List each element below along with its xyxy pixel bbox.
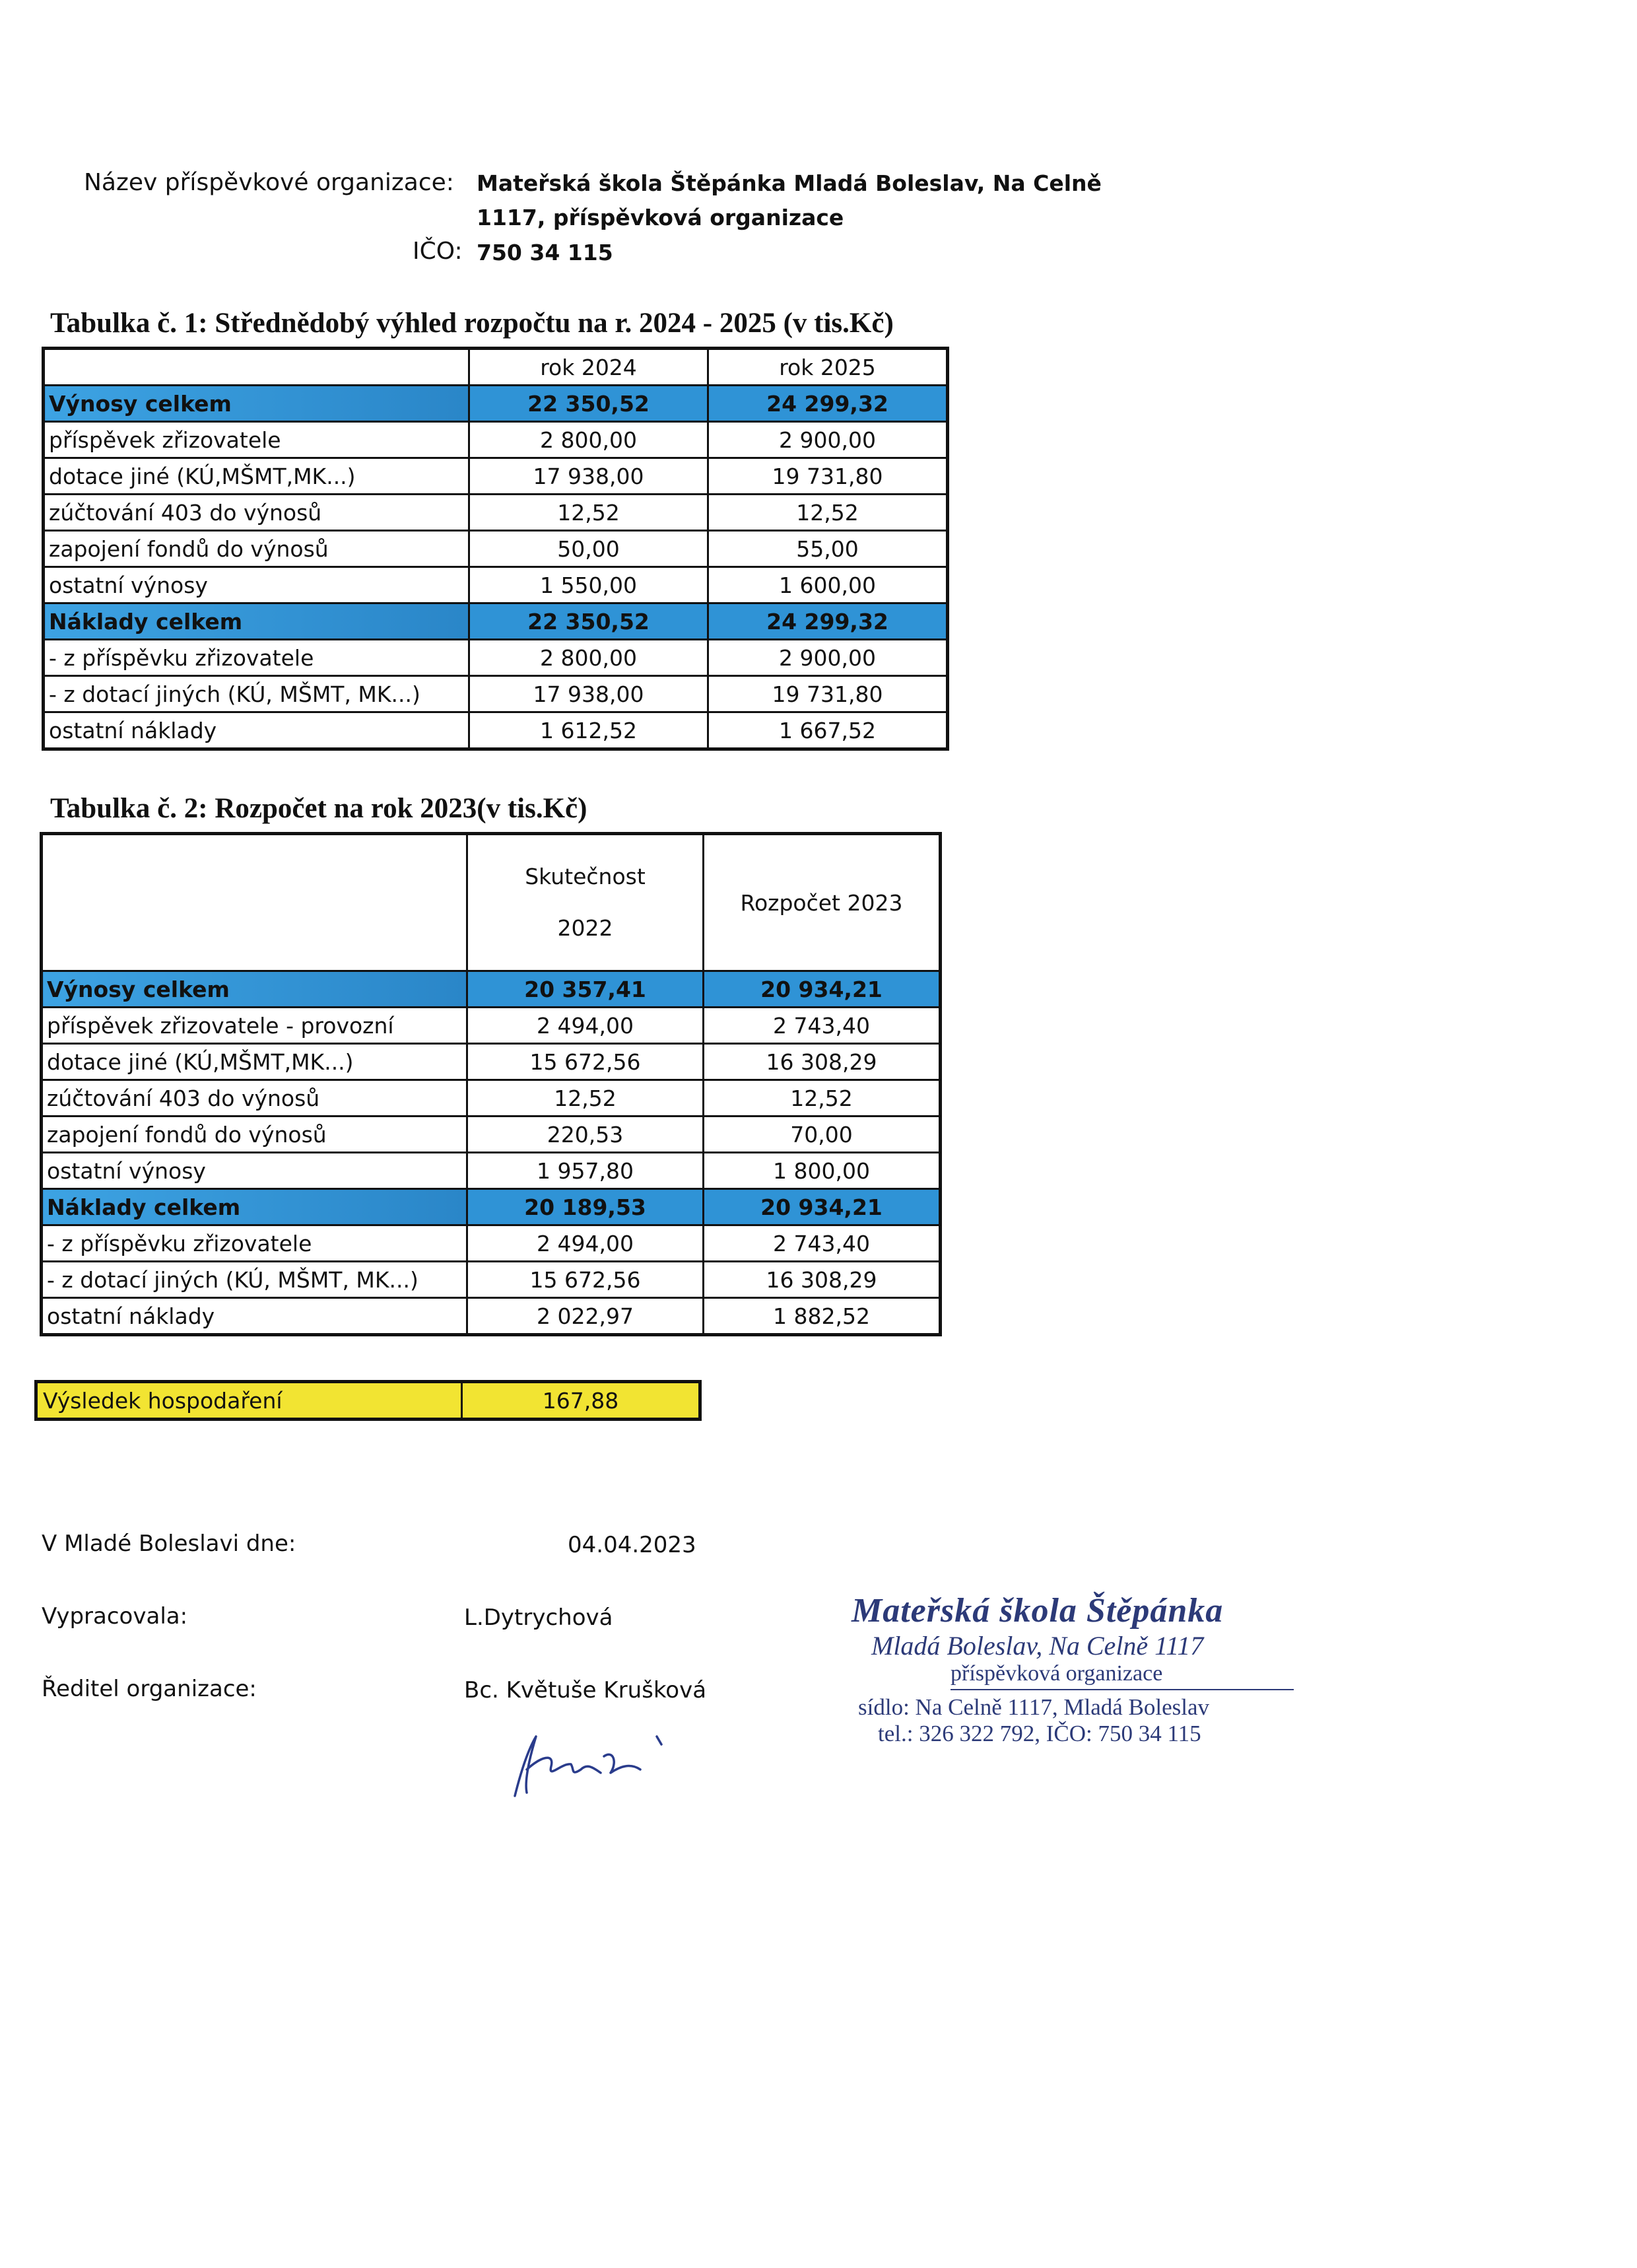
table-row [42,1080,941,1117]
table-row [42,1044,941,1080]
row-value-1: 2 494,00 [467,1008,704,1044]
table-row [44,495,948,531]
row-value-2: 2 743,40 [704,1008,941,1044]
row-value-2: 20 934,21 [704,1189,941,1225]
row-label: dotace jiné (KÚ,MŠMT,MK...) [42,1044,467,1080]
table1-header-2024: rok 2024 [469,349,708,386]
org-name-line2: 1117, příspěvková organizace [477,205,844,230]
table-row [44,640,948,676]
place-label: V Mladé Boleslavi dne: [42,1530,296,1557]
row-value-1: 15 672,56 [467,1262,704,1298]
table1-header-2025: rok 2025 [708,349,948,386]
row-label: zúčtování 403 do výnosů [44,495,469,531]
row-value-1: 1 550,00 [469,567,708,603]
row-value-2: 12,52 [704,1080,941,1117]
row-value-1: 20 189,53 [467,1189,704,1225]
row-label: dotace jiné (KÚ,MŠMT,MK...) [44,458,469,495]
row-value-1: 17 938,00 [469,458,708,495]
row-value-1: 1 612,52 [469,712,708,749]
stamp-line1: Mateřská škola Štěpánka [852,1592,1224,1630]
result-value: 167,88 [462,1382,700,1420]
table-row [42,1262,941,1298]
ico-label: IČO: [413,238,463,265]
table2-header-budget: Rozpočet 2023 [704,834,941,971]
row-value-2: 24 299,32 [708,603,948,640]
row-value-2: 24 299,32 [708,386,948,422]
row-value-1: 12,52 [467,1080,704,1117]
table-row [44,531,948,567]
row-value-2: 2 743,40 [704,1225,941,1262]
row-label: ostatní náklady [42,1298,467,1335]
row-label: - z příspěvku zřizovatele [42,1225,467,1262]
row-value-1: 2 494,00 [467,1225,704,1262]
stamp-line3: příspěvková organizace [951,1661,1294,1690]
row-label: příspěvek zřizovatele - provozní [42,1008,467,1044]
table-row [42,1117,941,1153]
row-value-1: 22 350,52 [469,386,708,422]
table1 [42,347,949,751]
table-row [42,1153,941,1189]
org-label: Název příspěvkové organizace: [84,169,454,196]
table2-title: Tabulka č. 2: Rozpočet na rok 2023(v tis.Kč) [50,793,587,824]
row-value-2: 19 731,80 [708,458,948,495]
table2-header-actual-line2: 2022 [557,915,613,941]
row-value-1: 2 022,97 [467,1298,704,1335]
table-row [44,712,948,749]
row-value-2: 1 667,52 [708,712,948,749]
stamp-line5: tel.: 326 322 792, IČO: 750 34 115 [878,1721,1201,1746]
row-value-2: 20 934,21 [704,971,941,1008]
row-value-1: 220,53 [467,1117,704,1153]
row-value-1: 22 350,52 [469,603,708,640]
table1-title: Tabulka č. 1: Střednědobý výhled rozpočtu na r. 2024 - 2025 (v tis.Kč) [50,308,894,339]
row-label: ostatní výnosy [42,1153,467,1189]
stamp-line4: sídlo: Na Celně 1117, Mladá Boleslav [858,1694,1210,1720]
row-label: - z dotací jiných (KÚ, MŠMT, MK...) [42,1262,467,1298]
row-value-2: 1 882,52 [704,1298,941,1335]
prepared-label: Vypracovala: [42,1603,188,1630]
stamp-line2: Mladá Boleslav, Na Celně 1117 [871,1631,1204,1661]
date-value: 04.04.2023 [568,1532,696,1558]
director-name: Bc. Květuše Krušková [464,1677,707,1703]
org-stamp [852,1591,1327,1747]
row-label: - z dotací jiných (KÚ, MŠMT, MK...) [44,676,469,712]
org-name-line1: Mateřská škola Štěpánka Mladá Boleslav, Na Celně [477,170,1102,196]
table-row [42,1225,941,1262]
row-label: zúčtování 403 do výnosů [42,1080,467,1117]
table-row [42,1298,941,1335]
row-value-1: 1 957,80 [467,1153,704,1189]
row-value-2: 2 900,00 [708,422,948,458]
table2-header-actual-line1: Skutečnost [525,864,646,889]
row-label: - z příspěvku zřizovatele [44,640,469,676]
table1-header-blank [44,349,469,386]
table2-header-row [42,834,941,971]
row-value-2: 1 600,00 [708,567,948,603]
row-value-1: 12,52 [469,495,708,531]
result-table [34,1380,702,1421]
row-value-2: 70,00 [704,1117,941,1153]
result-row [36,1382,700,1420]
row-value-1: 20 357,41 [467,971,704,1008]
total-row [42,1189,941,1225]
table-row [42,1008,941,1044]
row-value-1: 50,00 [469,531,708,567]
director-label: Ředitel organizace: [42,1676,257,1702]
total-row [44,603,948,640]
row-label: Náklady celkem [42,1189,467,1225]
row-label: příspěvek zřizovatele [44,422,469,458]
total-row [42,971,941,1008]
row-value-1: 17 938,00 [469,676,708,712]
row-value-2: 2 900,00 [708,640,948,676]
row-value-2: 19 731,80 [708,676,948,712]
row-value-1: 2 800,00 [469,422,708,458]
signature [488,1717,686,1809]
row-label: ostatní výnosy [44,567,469,603]
table2-header-blank [42,834,467,971]
table2 [40,832,942,1336]
row-label: Výnosy celkem [44,386,469,422]
row-value-2: 16 308,29 [704,1044,941,1080]
result-label: Výsledek hospodaření [36,1382,462,1420]
row-value-2: 1 800,00 [704,1153,941,1189]
ico-value: 750 34 115 [477,240,613,265]
row-label: Náklady celkem [44,603,469,640]
table-row [44,458,948,495]
row-label: ostatní náklady [44,712,469,749]
total-row [44,386,948,422]
row-label: zapojení fondů do výnosů [44,531,469,567]
table-row [44,567,948,603]
row-value-1: 2 800,00 [469,640,708,676]
row-value-2: 12,52 [708,495,948,531]
row-value-2: 55,00 [708,531,948,567]
table-row [44,676,948,712]
row-label: Výnosy celkem [42,971,467,1008]
row-value-2: 16 308,29 [704,1262,941,1298]
row-label: zapojení fondů do výnosů [42,1117,467,1153]
table1-header-row [44,349,948,386]
table-row [44,422,948,458]
prepared-by: L.Dytrychová [464,1604,613,1631]
table2-header-actual [467,834,704,971]
row-value-1: 15 672,56 [467,1044,704,1080]
